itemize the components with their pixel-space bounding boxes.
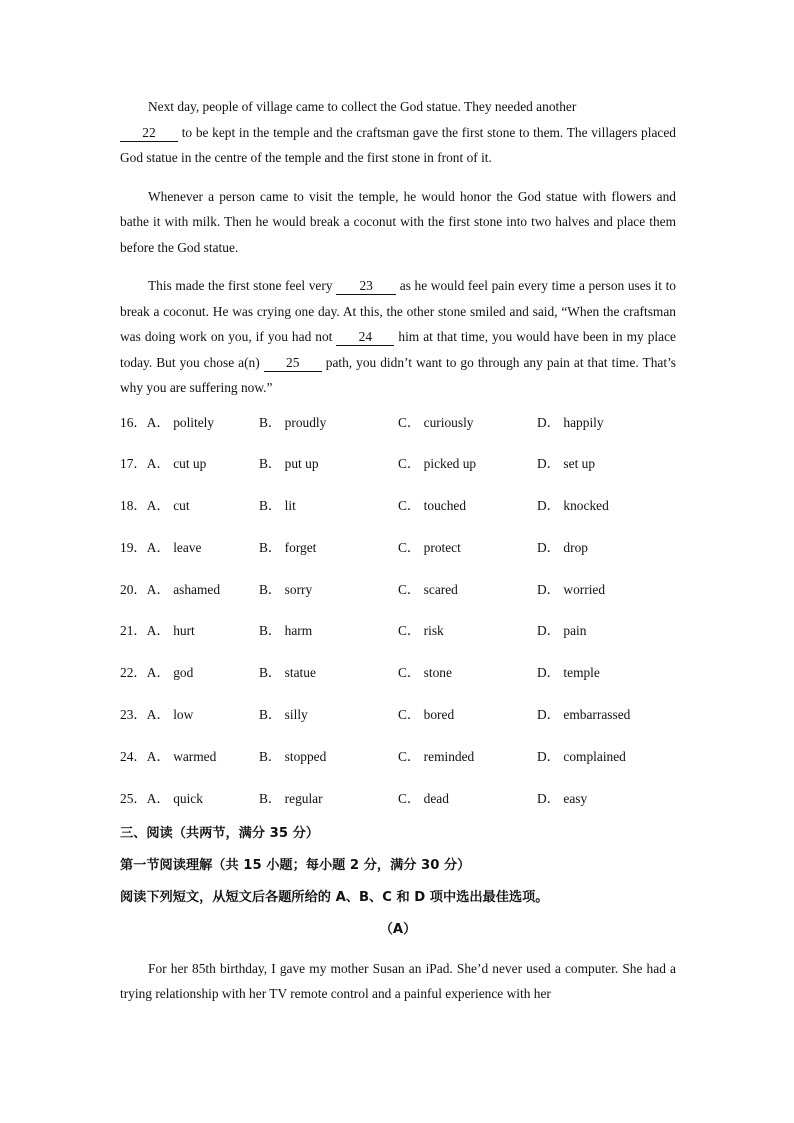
- blank-22: 22: [120, 124, 178, 142]
- question-number: 16．: [120, 414, 147, 430]
- text: For her 85th birthday, I gave my mother Susan an iPad. She’d never used a computer. She had a trying relationship with her TV remote control and a painful experience with her: [120, 960, 676, 1002]
- passage-label: （A）: [379, 921, 417, 937]
- option-row-24: [120, 748, 676, 790]
- question-number: 17．: [120, 456, 147, 472]
- option-a: [120, 581, 259, 599]
- option-row-22: [120, 664, 676, 706]
- question-number: 25．: [120, 790, 147, 806]
- option-c: C． reminded: [398, 748, 475, 764]
- option-c: C． bored: [398, 707, 455, 723]
- option-b: B． lit: [259, 498, 296, 514]
- option-c: C． scared: [398, 581, 458, 597]
- option-d: D． set up: [537, 456, 596, 472]
- section-subtitle: 第一节阅读理解（共 15 小题；每小题 2 分，满分 30 分）: [120, 857, 471, 873]
- blank-23: 23: [336, 277, 396, 295]
- option-d: D． pain: [537, 623, 587, 639]
- question-number: 24．: [120, 748, 147, 764]
- option-a: [120, 664, 259, 682]
- option-d: D． embarrassed: [537, 707, 631, 723]
- option-d: D． knocked: [537, 498, 609, 514]
- option-b: B． forget: [259, 539, 317, 555]
- text: to be kept in the temple and the craftsman gave the first stone to them. The villagers placed God statue in the centre of the temple and the first stone in front of it.: [120, 124, 676, 165]
- question-number: 22．: [120, 665, 147, 681]
- question-number: 23．: [120, 707, 147, 723]
- option-row-23: [120, 706, 676, 748]
- option-row-19: [120, 539, 676, 581]
- text: him at that time, you would have been in my place today. But you chose a(n): [120, 329, 676, 370]
- option-d: D． happily: [537, 414, 604, 430]
- option-row-17: [120, 455, 676, 497]
- option-d: D． worried: [537, 581, 606, 597]
- option-c: C． touched: [398, 498, 467, 514]
- question-number: 21．: [120, 623, 147, 639]
- blank-25: 25: [264, 354, 322, 372]
- option-c: C． dead: [398, 790, 449, 806]
- option-b: B． regular: [259, 790, 323, 806]
- option-a-text: A． leave: [146, 539, 202, 555]
- paragraph-visitor: [120, 184, 676, 261]
- text: path, you didn’t want to go through any pain at that time. That’s why you are suffering now.”: [120, 354, 676, 395]
- blank-24: 24: [336, 328, 394, 346]
- option-row-20: [120, 581, 676, 623]
- option-a-text: A． warmed: [146, 748, 217, 764]
- question-number: 18．: [120, 498, 147, 514]
- option-a-text: A． politely: [146, 414, 215, 430]
- option-a: [120, 539, 259, 557]
- option-row-18: [120, 497, 676, 539]
- option-c: C． protect: [398, 539, 461, 555]
- option-row-25: [120, 790, 676, 824]
- option-b: B． stopped: [259, 748, 327, 764]
- option-a: [120, 706, 259, 724]
- section-instruction: 阅读下列短文，从短文后各题所给的 A、B、C 和 D 项中选出最佳选项。: [120, 889, 549, 905]
- option-a-text: A． cut up: [146, 456, 207, 472]
- option-a: [120, 748, 259, 766]
- option-c: C． curiously: [398, 414, 474, 430]
- text: as he would feel pain every time a person uses it to break a coconut. He was crying one day. At this, the other stone smiled and said, “When the craftsman was doing work on you, if you had not: [120, 278, 676, 344]
- option-c: C． stone: [398, 665, 452, 681]
- question-number: 20．: [120, 581, 147, 597]
- option-b: B． put up: [259, 456, 319, 472]
- option-d: D． easy: [537, 790, 588, 806]
- paragraph-village: [120, 94, 676, 171]
- option-c: C． risk: [398, 623, 444, 639]
- text: Next day, people of village came to collect the God statue. They needed another: [148, 99, 577, 114]
- option-d: D． drop: [537, 539, 588, 555]
- option-a-text: A． god: [146, 665, 194, 681]
- option-a-text: A． hurt: [146, 623, 195, 639]
- option-a: [120, 622, 259, 640]
- option-a: [120, 414, 259, 432]
- option-b: B． silly: [259, 707, 308, 723]
- option-b: B． harm: [259, 623, 313, 639]
- text: Whenever a person came to visit the temple, he would honor the God statue with flowers and bathe it with milk. Then he would break a coconut with the first stone into two halves and place them before the God statue.: [120, 188, 676, 255]
- option-d: D． complained: [537, 748, 626, 764]
- option-a: [120, 497, 259, 515]
- option-a: [120, 455, 259, 473]
- options-list: [120, 414, 676, 824]
- text: This made the first stone feel very: [148, 278, 333, 293]
- document-page: [120, 94, 676, 1020]
- section-title: 三、阅读（共两节，满分 35 分）: [120, 825, 319, 841]
- option-a-text: A． cut: [146, 498, 190, 514]
- option-b: B． sorry: [259, 581, 313, 597]
- option-b: B． statue: [259, 665, 316, 681]
- option-c: C． picked up: [398, 456, 477, 472]
- question-number: 19．: [120, 539, 147, 555]
- option-row-16: [120, 414, 676, 456]
- option-a: [120, 790, 259, 808]
- paragraph-reading-a: [120, 956, 676, 1007]
- paragraph-first-stone: [120, 273, 676, 401]
- option-b: B． proudly: [259, 414, 327, 430]
- option-d: D． temple: [537, 665, 600, 681]
- option-row-21: [120, 622, 676, 664]
- option-a-text: A． quick: [146, 790, 203, 806]
- option-a-text: A． low: [146, 707, 194, 723]
- option-a-text: A． ashamed: [146, 581, 221, 597]
